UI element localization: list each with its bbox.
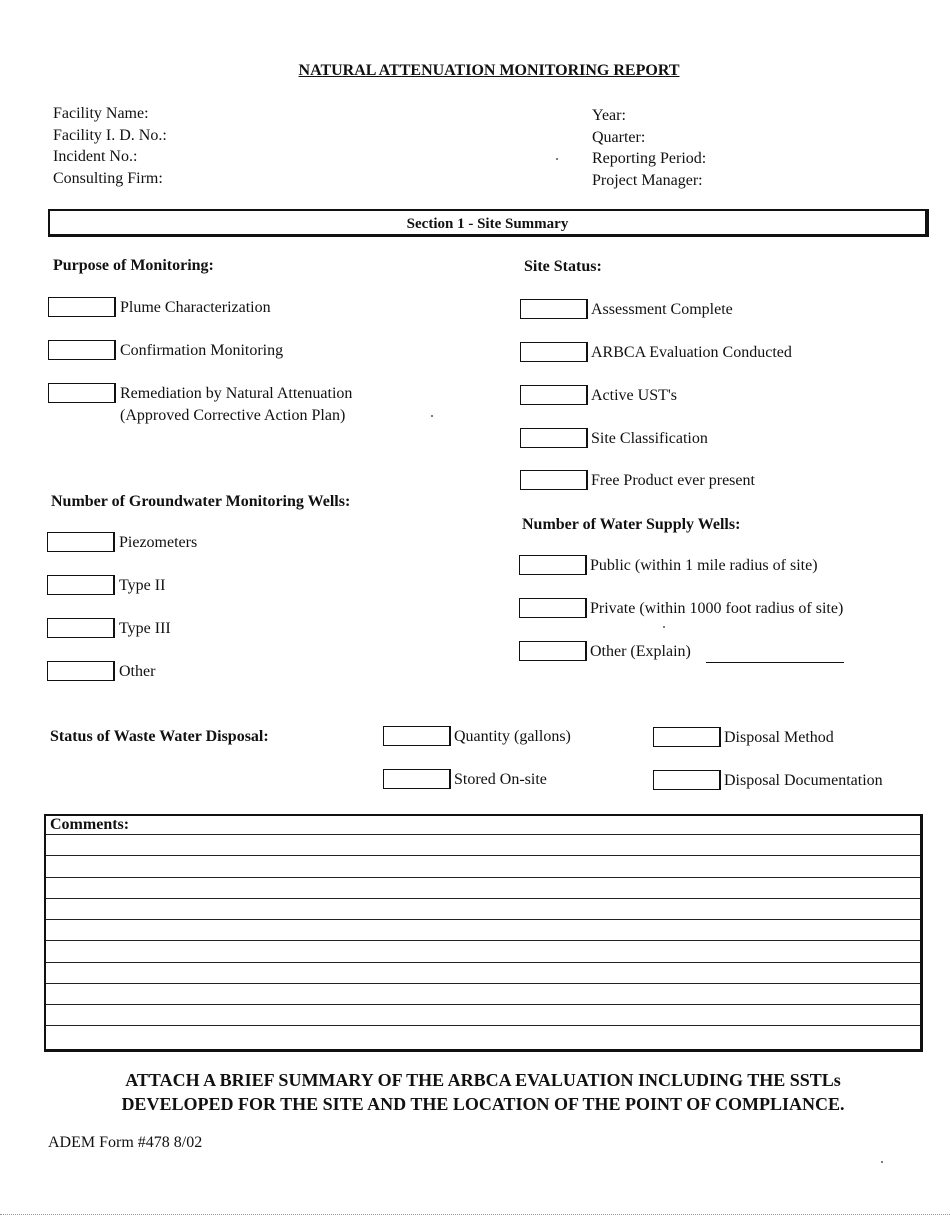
disposal-documentation-field[interactable] xyxy=(653,770,721,790)
confirmation-monitoring-label: Confirmation Monitoring xyxy=(120,342,284,359)
free-product-label: Free Product ever present xyxy=(591,472,755,489)
private-wells-field[interactable] xyxy=(519,598,587,618)
comment-line[interactable] xyxy=(46,940,920,941)
other-supply-wells-label: Other (Explain) xyxy=(590,643,691,660)
consulting-firm-label: Consulting Firm: xyxy=(53,169,163,187)
public-wells-label: Public (within 1 mile radius of site) xyxy=(590,557,818,574)
purpose-of-monitoring-heading: Purpose of Monitoring: xyxy=(53,257,214,274)
stored-onsite-label: Stored On-site xyxy=(454,771,547,788)
comment-line[interactable] xyxy=(46,877,920,878)
comment-line[interactable] xyxy=(46,919,920,920)
quarter-label: Quarter: xyxy=(592,128,646,146)
remediation-label: Remediation by Natural Attenuation xyxy=(120,385,353,402)
comment-line[interactable] xyxy=(46,834,920,835)
scan-speck xyxy=(556,158,558,160)
stored-onsite-checkbox[interactable] xyxy=(383,769,451,789)
comments-label: Comments: xyxy=(50,816,130,833)
waste-water-heading: Status of Waste Water Disposal: xyxy=(50,728,269,745)
piezometers-field[interactable] xyxy=(47,532,115,552)
attach-notice-line-1: ATTACH A BRIEF SUMMARY OF THE ARBCA EVALUATION INCLUDING THE SSTLs xyxy=(125,1070,841,1090)
quantity-gallons-field[interactable] xyxy=(383,726,451,746)
piezometers-label: Piezometers xyxy=(119,534,198,551)
type-ii-field[interactable] xyxy=(47,575,115,595)
scan-edge-line xyxy=(0,1214,950,1215)
section-1-header: Section 1 - Site Summary xyxy=(48,209,929,237)
attach-summary-notice xyxy=(0,1068,950,1116)
arbca-evaluation-label: ARBCA Evaluation Conducted xyxy=(591,344,792,361)
type-iii-field[interactable] xyxy=(47,618,115,638)
site-classification-checkbox[interactable] xyxy=(520,428,588,448)
other-supply-wells-field[interactable] xyxy=(519,641,587,661)
active-usts-label: Active UST's xyxy=(591,387,677,404)
form-title: NATURAL ATTENUATION MONITORING REPORT xyxy=(298,62,680,79)
groundwater-wells-heading: Number of Groundwater Monitoring Wells: xyxy=(51,493,351,510)
confirmation-monitoring-checkbox[interactable] xyxy=(48,340,116,360)
year-label: Year: xyxy=(592,107,626,124)
header-right-fields xyxy=(592,105,706,191)
comment-line[interactable] xyxy=(46,983,920,984)
private-wells-label: Private (within 1000 foot radius of site) xyxy=(590,600,844,617)
facility-name-label: Facility Name: xyxy=(53,105,149,122)
comment-line[interactable] xyxy=(46,898,920,899)
other-wells-field[interactable] xyxy=(47,661,115,681)
project-manager-label: Project Manager: xyxy=(592,171,703,189)
site-status-heading: Site Status: xyxy=(524,258,602,275)
header-left-fields xyxy=(53,103,167,189)
incident-no-label: Incident No.: xyxy=(53,148,138,165)
water-supply-wells-heading: Number of Water Supply Wells: xyxy=(522,516,741,533)
site-classification-label: Site Classification xyxy=(591,430,708,447)
disposal-method-field[interactable] xyxy=(653,727,721,747)
comments-box[interactable] xyxy=(44,814,923,1052)
reporting-period-label: Reporting Period: xyxy=(592,150,707,167)
form-number: ADEM Form #478 8/02 xyxy=(48,1134,203,1151)
assessment-complete-label: Assessment Complete xyxy=(591,301,733,318)
scan-speck xyxy=(663,626,665,628)
public-wells-field[interactable] xyxy=(519,555,587,575)
attach-notice-line-2: DEVELOPED FOR THE SITE AND THE LOCATION OF THE POINT OF COMPLIANCE. xyxy=(121,1094,845,1114)
plume-characterization-checkbox[interactable] xyxy=(48,297,116,317)
facility-id-label: Facility I. D. No.: xyxy=(53,126,167,144)
remediation-sublabel: (Approved Corrective Action Plan) xyxy=(120,407,346,424)
comment-line[interactable] xyxy=(46,1025,920,1026)
other-wells-label: Other xyxy=(119,663,156,680)
arbca-evaluation-checkbox[interactable] xyxy=(520,342,588,362)
active-usts-checkbox[interactable] xyxy=(520,385,588,405)
comment-line[interactable] xyxy=(46,855,920,856)
assessment-complete-checkbox[interactable] xyxy=(520,299,588,319)
quantity-gallons-label: Quantity (gallons) xyxy=(454,728,571,745)
disposal-method-label: Disposal Method xyxy=(724,729,834,746)
disposal-documentation-label: Disposal Documentation xyxy=(724,772,883,789)
comment-line[interactable] xyxy=(46,1004,920,1005)
scan-speck xyxy=(431,415,433,417)
plume-characterization-label: Plume Characterization xyxy=(120,299,271,316)
explain-blank-line[interactable] xyxy=(706,662,844,663)
scan-speck xyxy=(881,1161,883,1163)
free-product-checkbox[interactable] xyxy=(520,470,588,490)
remediation-checkbox[interactable] xyxy=(48,383,116,403)
type-ii-label: Type II xyxy=(119,577,166,594)
type-iii-label: Type III xyxy=(119,620,171,637)
comment-line[interactable] xyxy=(46,962,920,963)
